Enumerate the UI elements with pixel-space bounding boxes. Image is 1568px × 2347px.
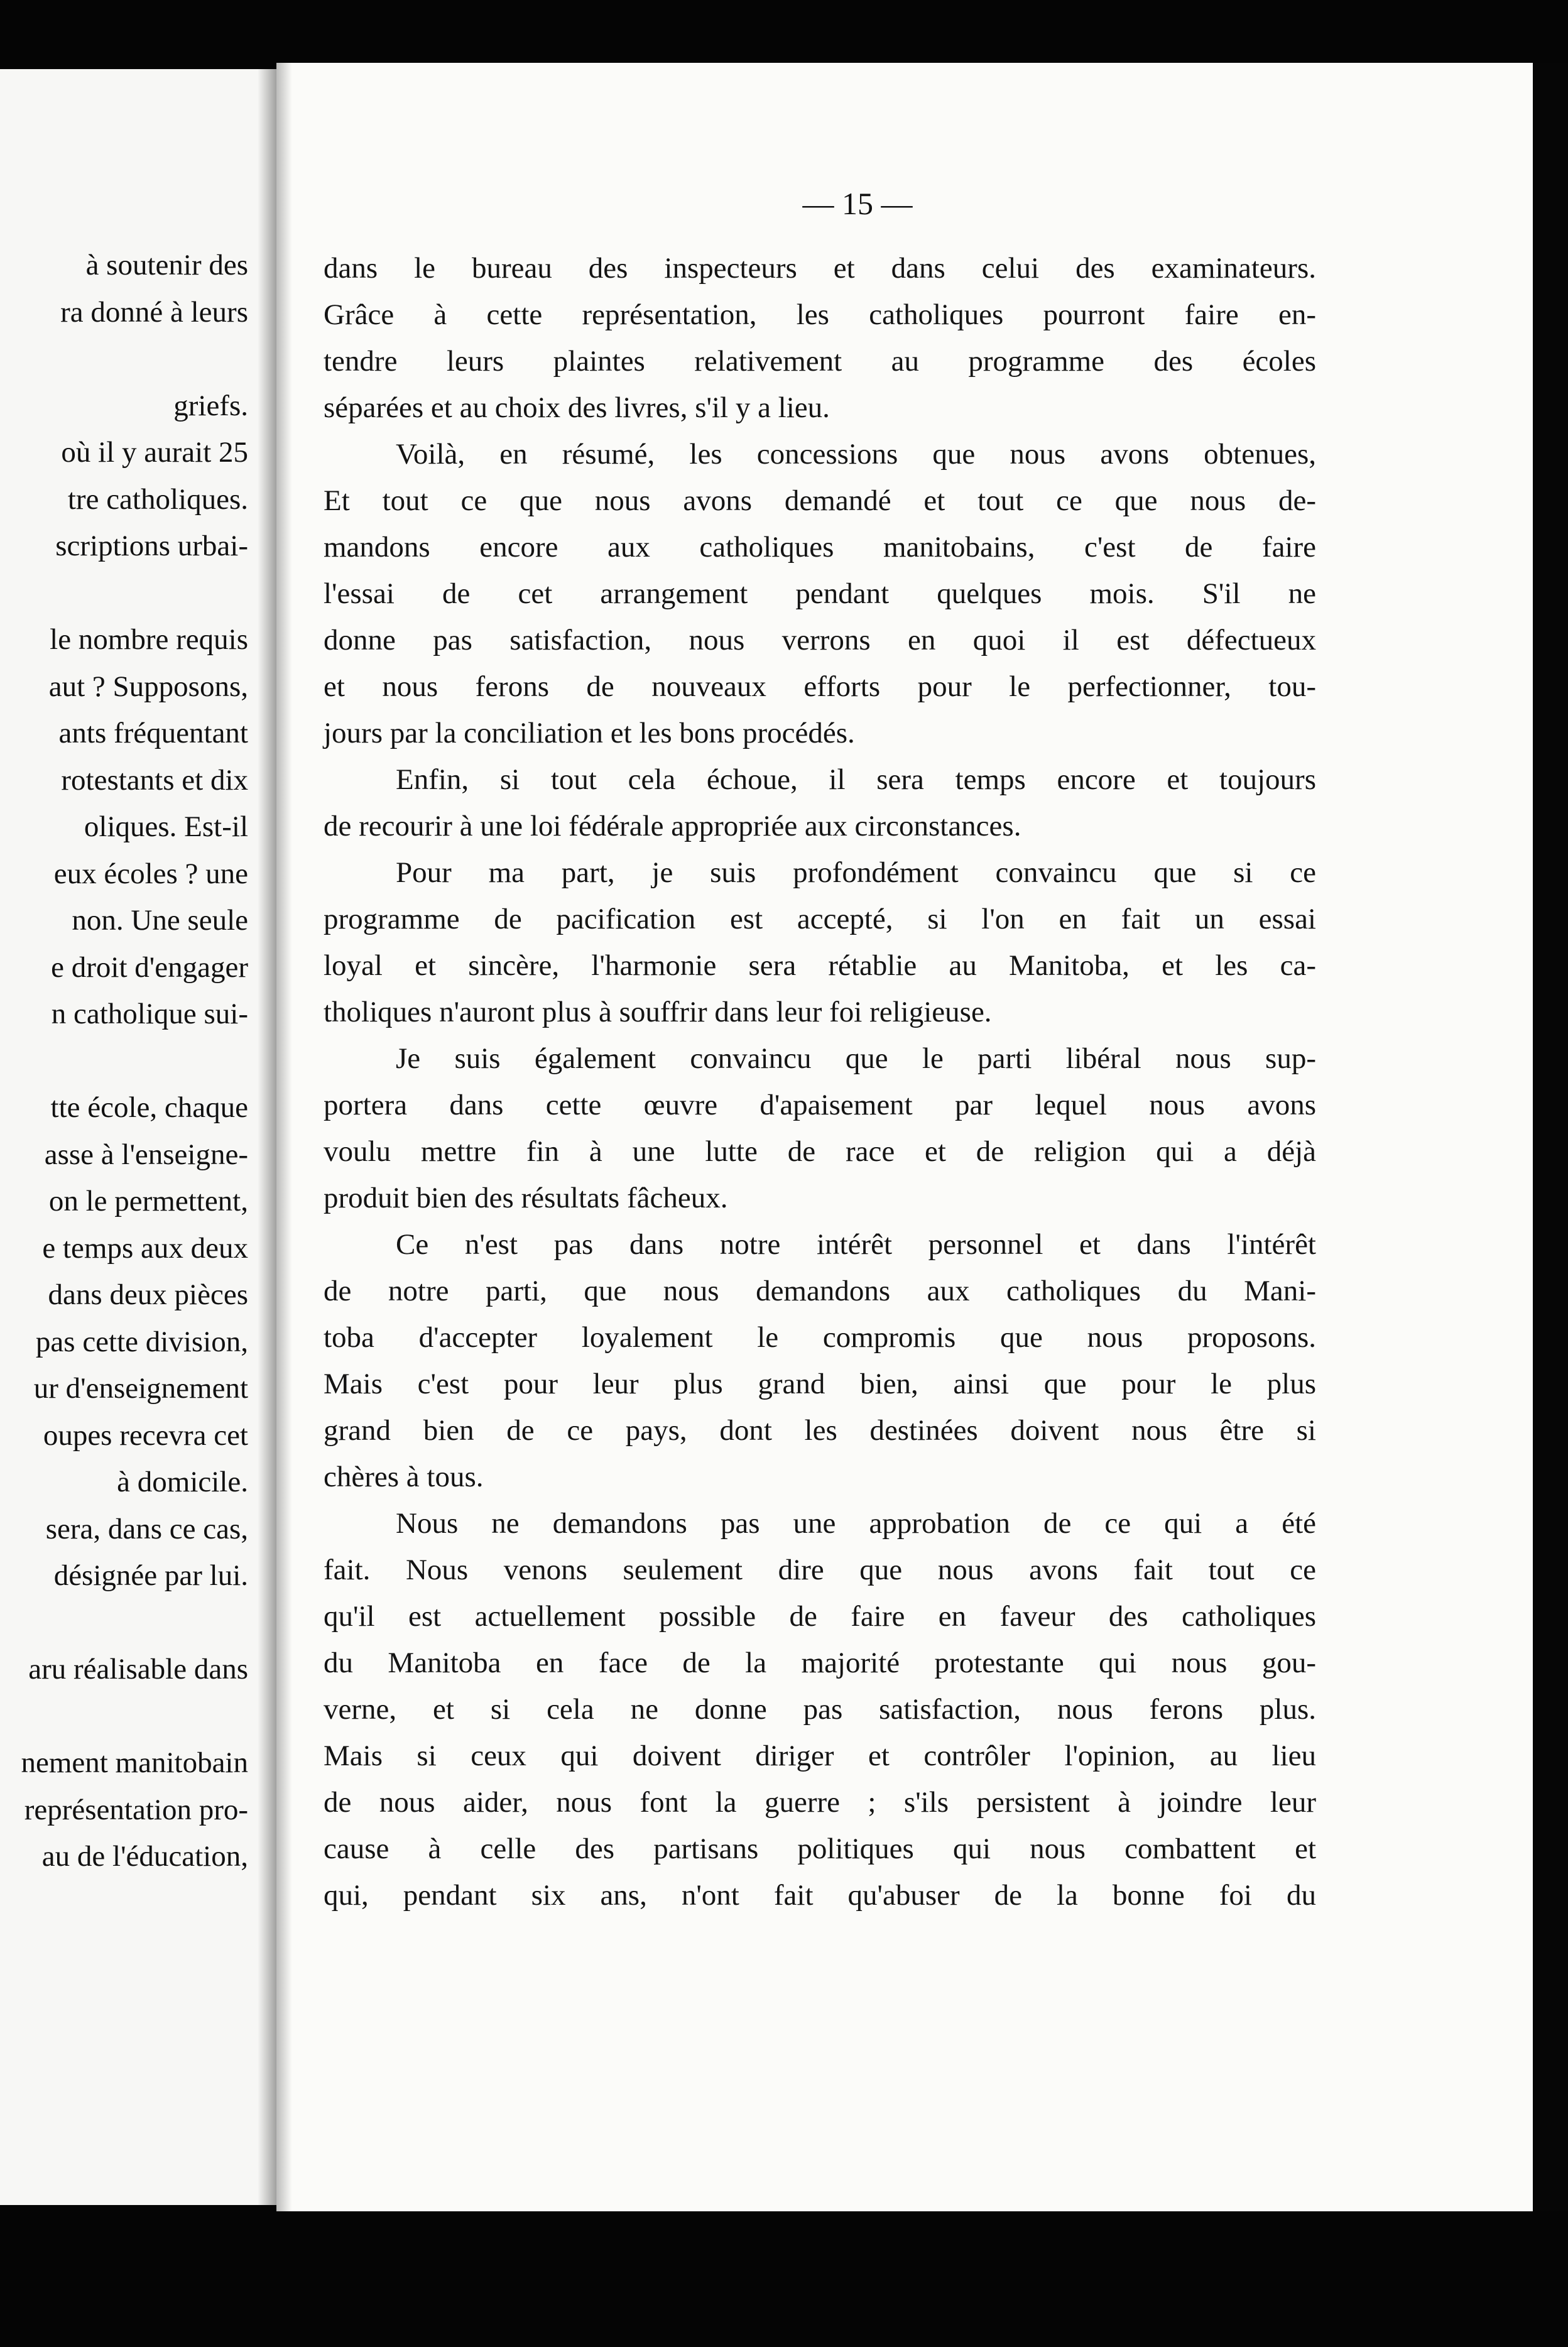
paragraph (324, 245, 1316, 431)
left-page-line: eux écoles ? une (53, 857, 248, 890)
text-line: portera dans cette œuvre d'apaisement par lequel nous avons (324, 1089, 1316, 1121)
main-page (276, 63, 1533, 2211)
left-page-line: ra donné à leurs (60, 295, 248, 329)
text-line: Pour ma part, je suis profondément convaincu que si ce (396, 856, 1316, 889)
left-facing-page (0, 69, 276, 2205)
text-line: du Manitoba en face de la majorité protestante qui nous gou- (324, 1647, 1316, 1679)
left-page-line: représentation pro- (24, 1793, 248, 1826)
gutter-shadow-left (276, 63, 292, 2211)
gutter-shadow (258, 69, 276, 2205)
left-page-line: non. Une seule (72, 904, 248, 937)
text-line: mandons encore aux catholiques manitobains, c'est de faire (324, 531, 1316, 564)
paragraph (324, 1035, 1316, 1221)
left-page-line: n catholique sui- (51, 998, 248, 1030)
left-page-line: nement manitobain (21, 1746, 248, 1779)
text-line: donne pas satisfaction, nous verrons en quoi il est défectueux (324, 624, 1316, 656)
text-line: cause à celle des partisans politiques qui nous combattent et (324, 1832, 1316, 1865)
text-line: verne, et si cela ne donne pas satisfaction, nous ferons plus. (324, 1693, 1316, 1726)
paragraph (324, 431, 1316, 756)
left-page-line: au de l'éducation, (41, 1840, 248, 1873)
text-line: et nous ferons de nouveaux efforts pour le perfectionner, tou- (324, 670, 1316, 703)
text-line: l'essai de cet arrangement pendant quelques mois. S'il ne (324, 577, 1316, 610)
left-page-line: griefs. (173, 389, 248, 422)
text-line: Je suis également convaincu que le parti libéral nous sup- (396, 1042, 1316, 1075)
left-page-line: e droit d'engager (51, 950, 248, 984)
left-page-line: à domicile. (117, 1466, 248, 1498)
left-page-line: asse à l'enseigne- (44, 1138, 248, 1171)
text-line: Grâce à cette représentation, les catholiques pourront faire en- (324, 298, 1316, 331)
text-line: voulu mettre fin à une lutte de race et de religion qui a déjà (324, 1135, 1316, 1168)
text-line: séparées et au choix des livres, s'il y a lieu. (324, 391, 830, 424)
left-page-line: oliques. Est-il (84, 810, 248, 843)
text-line: chères à tous. (324, 1461, 484, 1493)
text-line: Ce n'est pas dans notre intérêt personnel et dans l'intérêt (396, 1228, 1316, 1261)
paragraph (324, 1500, 1316, 1919)
paragraph (324, 1221, 1316, 1500)
left-page-line: à soutenir des (85, 249, 248, 281)
text-line: loyal et sincère, l'harmonie sera rétablie au Manitoba, et les ca- (324, 949, 1316, 982)
text-line: dans le bureau des inspecteurs et dans celui des examinateurs. (324, 252, 1316, 285)
page-number: — 15 — (802, 186, 913, 221)
left-page-line: dans deux pièces (48, 1278, 248, 1311)
text-line: grand bien de ce pays, dont les destinées doivent nous être si (324, 1414, 1316, 1447)
text-line: Enfin, si tout cela échoue, il sera temps encore et toujours (396, 763, 1316, 796)
left-page-line: scriptions urbai- (55, 530, 248, 562)
text-line: jours par la conciliation et les bons procédés. (324, 717, 855, 749)
left-page-line: sera, dans ce cas, (45, 1512, 248, 1545)
text-line: de recourir à une loi fédérale appropriée aux circonstances. (324, 810, 1021, 842)
paragraph (324, 756, 1316, 849)
text-line: tendre leurs plaintes relativement au programme des écoles (324, 345, 1316, 378)
right-scan-edge (1533, 63, 1568, 2211)
text-line: Et tout ce que nous avons demandé et tout ce que nous de- (324, 484, 1316, 517)
text-line: toba d'accepter loyalement le compromis que nous proposons. (324, 1321, 1316, 1354)
text-line: produit bien des résultats fâcheux. (324, 1182, 728, 1214)
text-line: fait. Nous venons seulement dire que nous avons fait tout ce (324, 1554, 1316, 1586)
text-line: qui, pendant six ans, n'ont fait qu'abuser de la bonne foi du (324, 1879, 1316, 1912)
left-page-line: désignée par lui. (53, 1559, 248, 1592)
left-page-line: ur d'enseignement (33, 1372, 248, 1405)
left-page-line: tte école, chaque (50, 1091, 248, 1124)
left-page-line: oupes recevra cet (43, 1419, 248, 1452)
text-line: qu'il est actuellement possible de faire en faveur des catholiques (324, 1600, 1316, 1633)
text-line: de notre parti, que nous demandons aux catholiques du Mani- (324, 1275, 1316, 1307)
left-page-line: ants fréquentant (58, 717, 248, 749)
left-page-line: e temps aux deux (42, 1231, 248, 1265)
left-page-line: aru réalisable dans (28, 1653, 248, 1685)
left-page-line: tre catholiques. (67, 482, 248, 516)
text-line: Nous ne demandons pas une approbation de ce qui a été (396, 1507, 1316, 1540)
left-page-line: aut ? Supposons, (48, 670, 248, 703)
text-line: tholiques n'auront plus à souffrir dans leur foi religieuse. (324, 996, 992, 1028)
left-page-line: rotestants et dix (61, 763, 248, 797)
text-line: Voilà, en résumé, les concessions que nous avons obtenues, (396, 438, 1316, 471)
text-line: Mais si ceux qui doivent diriger et contrôler l'opinion, au lieu (324, 1740, 1316, 1772)
left-page-line: on le permettent, (48, 1185, 248, 1217)
text-line: de nous aider, nous font la guerre ; s'ils persistent à joindre leur (324, 1786, 1316, 1819)
left-page-line: le nombre requis (50, 623, 248, 656)
left-page-line: où il y aurait 25 (61, 436, 248, 469)
left-page-line: pas cette division, (35, 1325, 248, 1358)
body-text (324, 245, 1316, 1919)
paragraph (324, 849, 1316, 1035)
text-line: Mais c'est pour leur plus grand bien, ainsi que pour le plus (324, 1368, 1316, 1400)
text-line: programme de pacification est accepté, si l'on en fait un essai (324, 903, 1316, 935)
